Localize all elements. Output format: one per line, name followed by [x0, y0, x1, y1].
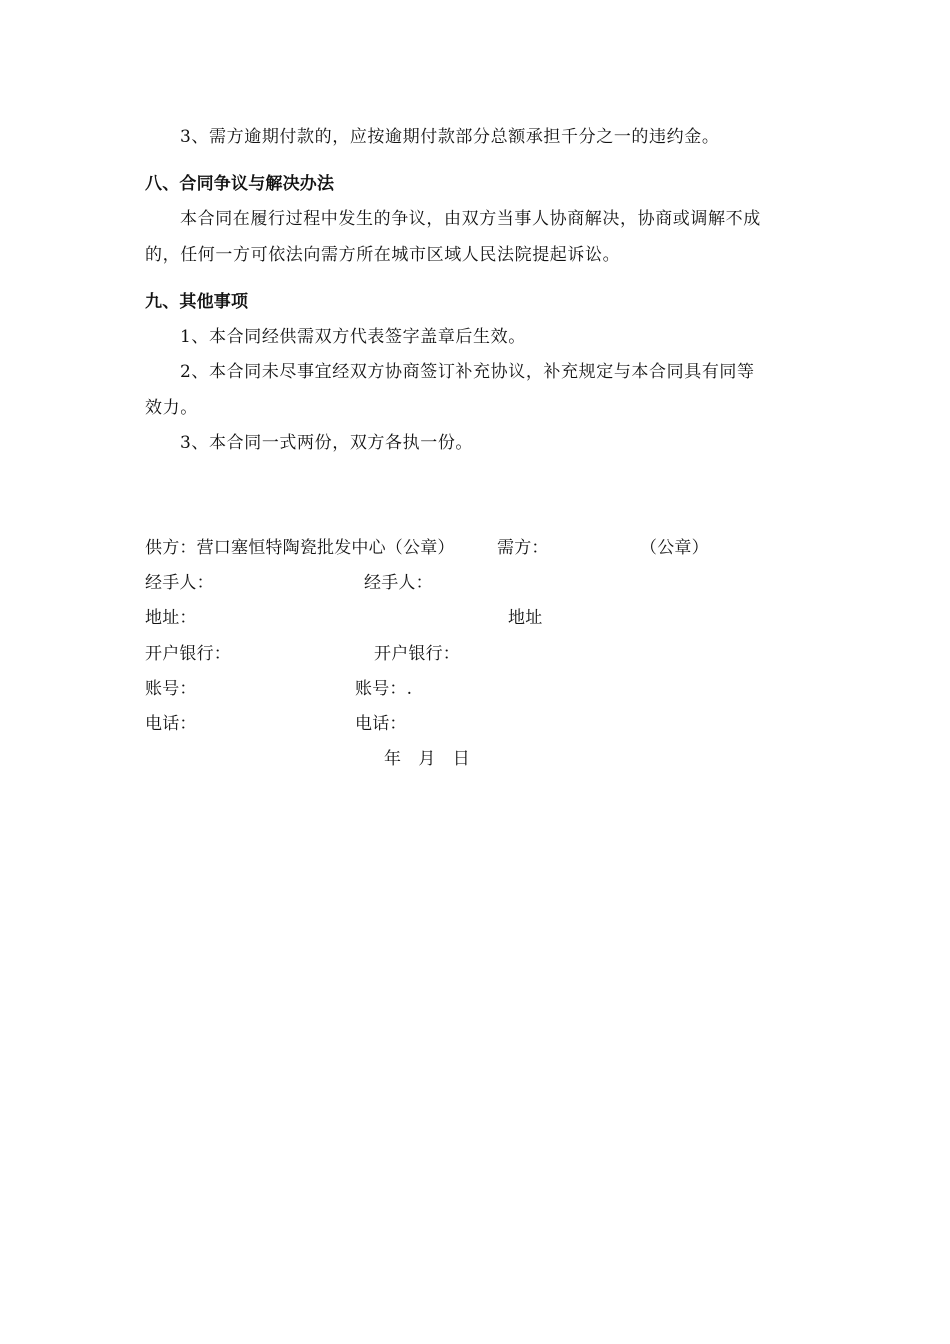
- buyer-name: 需方：: [497, 538, 549, 558]
- clause-7-item-3: 3、需方逾期付款的，应按逾期付款部分总额承担千分之一的违约金。: [180, 127, 720, 147]
- buyer-bank-label: 开户银行：: [374, 644, 460, 664]
- supplier-account-label: 账号：: [145, 679, 197, 699]
- buyer-handler-label: 经手人：: [364, 573, 433, 593]
- supplier-address-label: 地址：: [145, 608, 197, 628]
- buyer-account-label: 账号：.: [355, 679, 413, 699]
- supplier-handler-label: 经手人：: [145, 573, 214, 593]
- section-8-paragraph-line-2: 的，任何一方可依法向需方所在城市区域人民法院提起诉讼。: [145, 245, 621, 265]
- section-9-item-2-line-1: 2、本合同未尽事宜经双方协商签订补充协议，补充规定与本合同具有同等: [180, 362, 755, 382]
- signing-date: 年 月 日: [384, 749, 470, 769]
- supplier-name: 供方：营口塞恒特陶瓷批发中心（公章）: [145, 538, 455, 558]
- buyer-phone-label: 电话：: [355, 714, 407, 734]
- section-8-paragraph-line-1: 本合同在履行过程中发生的争议，由双方当事人协商解决，协商或调解不成: [180, 209, 761, 229]
- supplier-phone-label: 电话：: [145, 714, 197, 734]
- section-9-item-3: 3、本合同一式两份，双方各执一份。: [180, 433, 474, 453]
- section-9-item-1: 1、本合同经供需双方代表签字盖章后生效。: [180, 327, 526, 347]
- buyer-seal-label: （公章）: [640, 538, 709, 558]
- section-9-item-2-line-2: 效力。: [145, 398, 198, 418]
- supplier-bank-label: 开户银行：: [145, 644, 231, 664]
- section-8-heading: 八、合同争议与解决办法: [145, 174, 335, 194]
- section-9-heading: 九、其他事项: [145, 292, 249, 312]
- buyer-address-label: 地址: [508, 608, 543, 628]
